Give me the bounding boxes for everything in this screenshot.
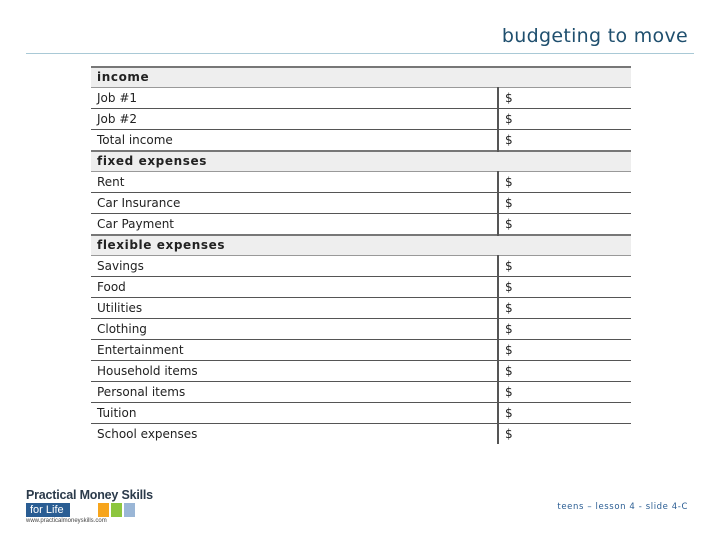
budget-item-label: Personal items bbox=[91, 382, 498, 403]
budget-row bbox=[91, 340, 631, 361]
section-header-row bbox=[91, 67, 631, 88]
budget-row bbox=[91, 109, 631, 130]
budget-amount-field[interactable]: $ bbox=[498, 193, 631, 214]
budget-row bbox=[91, 130, 631, 152]
budget-amount-field[interactable]: $ bbox=[498, 172, 631, 193]
budget-item-label: Clothing bbox=[91, 319, 498, 340]
budget-amount-field[interactable]: $ bbox=[498, 403, 631, 424]
budget-item-label: Entertainment bbox=[91, 340, 498, 361]
budget-amount-field[interactable]: $ bbox=[498, 340, 631, 361]
budget-amount-field[interactable]: $ bbox=[498, 130, 631, 152]
section-heading: flexible expenses bbox=[91, 235, 631, 256]
budget-item-label: Car Payment bbox=[91, 214, 498, 236]
budget-row bbox=[91, 361, 631, 382]
budget-row bbox=[91, 403, 631, 424]
budget-item-label: Job #1 bbox=[91, 88, 498, 109]
section-heading: fixed expenses bbox=[91, 151, 631, 172]
budget-row bbox=[91, 298, 631, 319]
budget-item-label: School expenses bbox=[97, 427, 198, 441]
budget-row bbox=[91, 172, 631, 193]
section-heading: income bbox=[91, 67, 631, 88]
budget-row bbox=[91, 319, 631, 340]
slide-footer-note: teens – lesson 4 - slide 4-C bbox=[557, 502, 688, 512]
budget-row bbox=[91, 193, 631, 214]
section-header-row bbox=[91, 235, 631, 256]
logo-block-green bbox=[111, 503, 122, 517]
budget-row bbox=[91, 424, 631, 445]
section-header-row bbox=[91, 151, 631, 172]
budget-amount-field[interactable]: $ bbox=[498, 361, 631, 382]
budget-item-label: Car Insurance bbox=[91, 193, 498, 214]
budget-row bbox=[91, 277, 631, 298]
budget-amount-field[interactable]: $ bbox=[498, 277, 631, 298]
logo-title: Practical Money Skills bbox=[26, 488, 153, 502]
budget-amount-field[interactable]: $ bbox=[498, 109, 631, 130]
budget-amount-field[interactable]: $ bbox=[498, 256, 631, 277]
budget-table bbox=[91, 66, 631, 444]
budget-amount-field[interactable]: $ bbox=[498, 319, 631, 340]
logo-block-blue bbox=[124, 503, 135, 517]
budget-item-label: Utilities bbox=[91, 298, 498, 319]
logo-subtitle: for Life bbox=[26, 503, 70, 517]
practical-money-skills-logo bbox=[26, 488, 166, 528]
budget-amount-field[interactable]: $ bbox=[498, 88, 631, 109]
budget-item-label: Tuition bbox=[91, 403, 498, 424]
logo-url: www.practicalmoneyskills.com bbox=[26, 518, 107, 524]
budget-item-label: Job #2 bbox=[91, 109, 498, 130]
budget-row bbox=[91, 214, 631, 236]
budget-item-label: Savings bbox=[91, 256, 498, 277]
slide-title: budgeting to move bbox=[501, 25, 688, 47]
budget-amount-field[interactable]: $ bbox=[498, 298, 631, 319]
budget-amount-field[interactable]: $ bbox=[498, 424, 631, 445]
budget-row bbox=[91, 88, 631, 109]
title-divider bbox=[26, 53, 694, 54]
budget-item-label: Rent bbox=[91, 172, 498, 193]
budget-row bbox=[91, 382, 631, 403]
logo-color-blocks bbox=[98, 503, 137, 517]
logo-block-orange bbox=[98, 503, 109, 517]
budget-item-label: Household items bbox=[91, 361, 498, 382]
budget-amount-field[interactable]: $ bbox=[498, 214, 631, 236]
budget-row bbox=[91, 256, 631, 277]
budget-item-label: Total income bbox=[91, 130, 498, 152]
budget-amount-field[interactable]: $ bbox=[498, 382, 631, 403]
budget-item-label: Food bbox=[91, 277, 498, 298]
